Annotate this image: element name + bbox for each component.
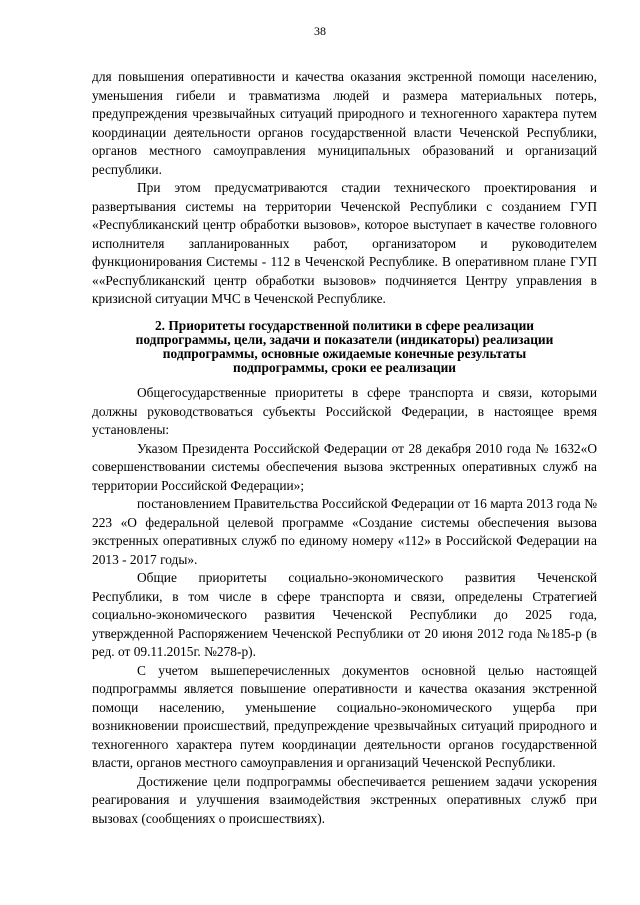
- section-title-line: подпрограммы, сроки ее реализации: [232, 360, 457, 375]
- section-title: [92, 319, 597, 375]
- intro-text-block: [92, 68, 597, 309]
- paragraph: Общие приоритеты социально-экономического развития Чеченской Республики, в том числе в сфере транспорта и связи, определены Стратегией социально-экономического развития Чеченской Республики до 2025 года, утвержденной Распоряжением Чеченской Республики от 20 июня 2012 года №185-р (в ред. от 09.11.2015г. №278-р).: [92, 570, 597, 659]
- paragraph: постановлением Правительства Российской Федерации от 16 марта 2013 года № 223 «О федеральной целевой программе «Создание системы обеспечения вызова экстренных оперативных служб по единому номеру «112» в Российской Федерации на 2013 - 2017 годы».: [92, 496, 597, 567]
- paragraph: для повышения оперативности и качества оказания экстренной помощи населению, уменьшения гибели и травматизма людей и размера материальных потерь, предупреждения чрезвычайных ситуаций природного и техногенного характера путем координации деятельности органов государственной власти Чеченской Республики, органов местного самоуправления муниципальных образований и организаций республики.: [92, 69, 597, 177]
- section-block: [92, 319, 597, 828]
- paragraph: При этом предусматриваются стадии технического проектирования и развертывания системы на территории Чеченской Республики с созданием ГУП «Республиканский центр обработки вызовов», которое выступает в качестве головного исполнителя запланированных работ, организатором и руководителем функционирования Системы - 112 в Чеченской Республике. В оперативном плане ГУП ««Республиканский центр обработки вызовов» подчиняется Центру управления в кризисной ситуации МЧС в Чеченской Республике.: [92, 180, 597, 306]
- paragraph: Достижение цели подпрограммы обеспечивается решением задачи ускорения реагирования и улучшения взаимодействия экстренных оперативных служб при вызовах (сообщениях о происшествиях).: [92, 773, 597, 826]
- section-title-line: подпрограммы, цели, задачи и показатели (индикаторы) реализации: [135, 332, 554, 347]
- paragraph: Указом Президента Российской Федерации от 28 декабря 2010 года № 1632«О совершенствовании системы обеспечения вызова экстренных оперативных служб на территории Российской Федерации»;: [92, 440, 597, 493]
- section-title-line: 2. Приоритеты государственной политики в сфере реализации: [154, 318, 535, 333]
- paragraph: С учетом вышеперечисленных документов основной целью настоящей подпрограммы является повышение оперативности и качества оказания экстренной помощи населению, уменьшение социально-экономического ущерба при возникновении происшествий, предупреждение чрезвычайных ситуаций природного и техногенного характера путем координации деятельности органов государственной власти, органов местного самоуправления и организаций Чеченской Республики.: [92, 662, 597, 770]
- paragraph: Общегосударственные приоритеты в сфере транспорта и связи, которыми должны руководствоваться субъекты Российской Федерации, в настоящее время установлены:: [92, 385, 597, 437]
- page-number: 38: [314, 24, 326, 38]
- section-title-line: подпрограммы, основные ожидаемые конечные результаты: [162, 346, 527, 361]
